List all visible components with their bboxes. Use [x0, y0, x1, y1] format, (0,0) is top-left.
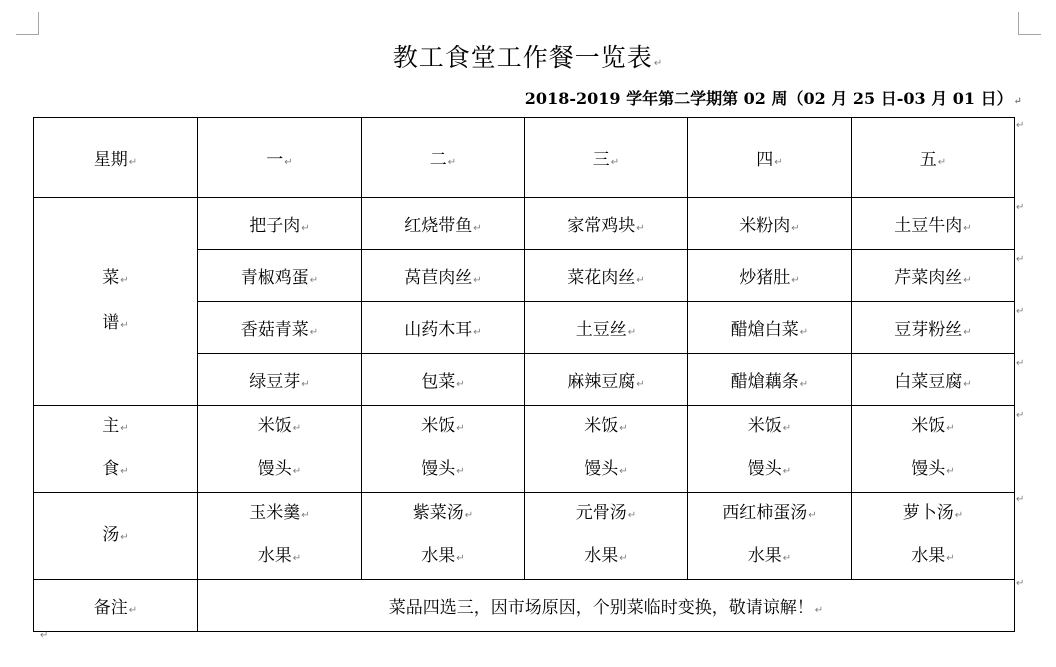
soup-cell [198, 493, 362, 580]
soup-item: 元骨汤 [575, 503, 627, 523]
paragraph-mark-icon: ↵ [292, 423, 302, 434]
remarks-label-cell [34, 580, 198, 632]
row-end-mark-icon: ↵ [1016, 254, 1025, 265]
paragraph-mark-icon: ↵ [309, 275, 319, 286]
paragraph-mark-icon: ↵ [456, 423, 465, 434]
document-title [0, 38, 1056, 74]
soup-item: 水果 [257, 546, 292, 566]
paragraph-mark-icon: ↵ [120, 423, 129, 434]
paragraph-mark-icon: ↵ [799, 379, 809, 390]
paragraph-mark-icon: ↵ [301, 510, 310, 521]
dish-name: 麻辣豆腐 [567, 372, 636, 392]
remarks-row [34, 580, 1015, 632]
menu-table [33, 117, 1015, 632]
dish-cell [362, 302, 525, 354]
dish-name: 青椒鸡蛋 [240, 268, 309, 288]
staple-cell [362, 406, 525, 493]
dish-cell [688, 302, 852, 354]
paragraph-mark-icon: ↵ [653, 58, 664, 69]
paragraph-mark-icon: ↵ [963, 327, 972, 338]
day-label: 二 [429, 150, 447, 170]
dish-cell [852, 250, 1015, 302]
dish-cell [362, 198, 525, 250]
soup-item: 西红柿蛋汤 [722, 503, 808, 523]
dish-name: 绿豆芽 [249, 372, 301, 392]
dish-cell [362, 250, 525, 302]
paragraph-mark-icon: ↵ [473, 275, 482, 286]
day-header-cell [198, 118, 362, 198]
dish-cell [688, 250, 852, 302]
staple-item: 馒头 [911, 459, 946, 479]
staple-cell [688, 406, 852, 493]
document-end-mark-icon: ↵ [40, 630, 49, 641]
soup-item: 紫菜汤 [412, 503, 464, 523]
staple-row [34, 406, 1015, 493]
week-subtitle [525, 86, 1022, 109]
staple-item: 馒头 [257, 459, 292, 479]
dish-name: 米粉肉 [739, 216, 791, 236]
row-end-mark-icon: ↵ [1016, 578, 1025, 589]
dish-cell [198, 250, 362, 302]
soup-item: 水果 [584, 546, 619, 566]
remarks-text-cell [198, 580, 1015, 632]
page-corner-top-left [16, 12, 39, 35]
paragraph-mark-icon: ↵ [619, 423, 628, 434]
paragraph-mark-icon: ↵ [636, 275, 645, 286]
dish-cell [525, 302, 688, 354]
paragraph-mark-icon: ↵ [120, 274, 129, 286]
staple-item: 米饭 [911, 416, 946, 436]
paragraph-mark-icon: ↵ [473, 327, 482, 338]
page-corner-top-right [1018, 12, 1041, 35]
subtitle-text: 2018-2019 学年第二学期第 02 周（02 月 25 日-03 月 01 日） [524, 89, 1013, 108]
staple-label-line: 食 [102, 459, 120, 479]
paragraph-mark-icon: ↵ [610, 157, 620, 168]
dish-name: 炒猪肚 [739, 268, 791, 288]
dish-cell [525, 250, 688, 302]
dish-cell [198, 302, 362, 354]
day-label: 三 [592, 150, 610, 170]
paragraph-mark-icon: ↵ [963, 379, 972, 390]
soup-label: 汤 [102, 524, 120, 545]
dish-cell [852, 354, 1015, 406]
dish-cell [852, 302, 1015, 354]
paragraph-mark-icon: ↵ [782, 553, 792, 564]
paragraph-mark-icon: ↵ [636, 379, 645, 390]
paragraph-mark-icon: ↵ [128, 605, 138, 616]
paragraph-mark-icon: ↵ [456, 466, 465, 477]
paragraph-mark-icon: ↵ [954, 510, 964, 521]
remarks-text: 菜品四选三，因市场原因，个别菜临时变换，敬请谅解！ [388, 598, 814, 618]
dish-name: 醋熗白菜 [730, 320, 799, 340]
paragraph-mark-icon: ↵ [309, 327, 319, 338]
soup-item: 水果 [421, 546, 456, 566]
paragraph-mark-icon: ↵ [963, 223, 972, 234]
weekday-header-cell [34, 118, 198, 198]
dish-name: 土豆牛肉 [894, 216, 963, 236]
paragraph-mark-icon: ↵ [292, 553, 302, 564]
paragraph-mark-icon: ↵ [627, 510, 637, 521]
paragraph-mark-icon: ↵ [774, 157, 783, 168]
soup-cell [688, 493, 852, 580]
weekday-label: 星期 [93, 150, 128, 170]
dish-name: 香菇青菜 [240, 320, 309, 340]
remarks-label: 备注 [93, 598, 128, 618]
day-header-cell [688, 118, 852, 198]
soup-item: 水果 [911, 546, 946, 566]
staple-cell [852, 406, 1015, 493]
dish-cell [852, 198, 1015, 250]
staple-item: 馒头 [584, 459, 619, 479]
soup-item: 萝卜汤 [902, 503, 954, 523]
row-end-mark-icon: ↵ [1016, 358, 1025, 369]
paragraph-mark-icon: ↵ [946, 466, 955, 477]
dish-cell [688, 198, 852, 250]
title-text: 教工食堂工作餐一览表 [392, 43, 653, 72]
dish-name: 醋熗藕条 [730, 372, 799, 392]
paragraph-mark-icon: ↵ [782, 423, 792, 434]
dish-name: 菜花肉丝 [567, 268, 636, 288]
soup-cell [362, 493, 525, 580]
soup-label-cell [34, 493, 198, 580]
dish-name: 把子肉 [249, 216, 301, 236]
dish-name: 豆芽粉丝 [894, 320, 963, 340]
dish-name: 家常鸡块 [567, 216, 636, 236]
paragraph-mark-icon: ↵ [963, 275, 972, 286]
dish-cell [688, 354, 852, 406]
soup-row [34, 493, 1015, 580]
paragraph-mark-icon: ↵ [814, 605, 824, 616]
paragraph-mark-icon: ↵ [937, 157, 947, 168]
paragraph-mark-icon: ↵ [301, 223, 310, 234]
row-end-mark-icon: ↵ [1016, 306, 1025, 317]
dishes-label-line: 谱 [102, 312, 120, 333]
dishes-label-cell [34, 198, 198, 406]
staple-cell [525, 406, 688, 493]
paragraph-mark-icon: ↵ [301, 379, 310, 390]
staple-item: 馒头 [747, 459, 782, 479]
staple-item: 米饭 [584, 416, 619, 436]
soup-cell [525, 493, 688, 580]
paragraph-mark-icon: ↵ [120, 531, 129, 543]
dish-cell [362, 354, 525, 406]
dish-name: 红烧带鱼 [404, 216, 473, 236]
paragraph-mark-icon: ↵ [619, 553, 628, 564]
staple-cell [198, 406, 362, 493]
paragraph-mark-icon: ↵ [456, 379, 465, 390]
paragraph-mark-icon: ↵ [464, 510, 474, 521]
paragraph-mark-icon: ↵ [808, 510, 817, 521]
day-header-cell [362, 118, 525, 198]
soup-item: 玉米羹 [249, 503, 301, 523]
paragraph-mark-icon: ↵ [799, 327, 809, 338]
soup-cell [852, 493, 1015, 580]
paragraph-mark-icon: ↵ [791, 223, 800, 234]
dish-cell [525, 354, 688, 406]
paragraph-mark-icon: ↵ [284, 157, 293, 168]
paragraph-mark-icon: ↵ [946, 423, 955, 434]
day-label: 四 [756, 150, 774, 170]
dish-name: 包菜 [421, 372, 456, 392]
row-end-mark-icon: ↵ [1016, 120, 1025, 131]
row-end-mark-icon: ↵ [1016, 494, 1025, 505]
dish-cell [198, 198, 362, 250]
staple-label-line: 主 [102, 416, 120, 436]
staple-item: 馒头 [421, 459, 456, 479]
paragraph-mark-icon: ↵ [627, 327, 637, 338]
dish-name: 土豆丝 [575, 320, 627, 340]
paragraph-mark-icon: ↵ [791, 275, 800, 286]
day-header-cell [525, 118, 688, 198]
soup-item: 水果 [747, 546, 782, 566]
paragraph-mark-icon: ↵ [619, 466, 628, 477]
staple-label-cell [34, 406, 198, 493]
dish-row [34, 198, 1015, 250]
paragraph-mark-icon: ↵ [447, 157, 457, 168]
paragraph-mark-icon: ↵ [636, 223, 645, 234]
dish-name: 白菜豆腐 [894, 372, 963, 392]
staple-item: 米饭 [257, 416, 292, 436]
dishes-label-line: 菜 [102, 267, 120, 288]
dish-cell [198, 354, 362, 406]
staple-item: 米饭 [421, 416, 456, 436]
paragraph-mark-icon: ↵ [292, 466, 302, 477]
row-end-mark-icon: ↵ [1016, 410, 1025, 421]
dish-name: 莴苣肉丝 [404, 268, 473, 288]
paragraph-mark-icon: ↵ [782, 466, 792, 477]
paragraph-mark-icon: ↵ [120, 466, 129, 477]
day-label: 五 [919, 150, 937, 170]
staple-item: 米饭 [747, 416, 782, 436]
header-row [34, 118, 1015, 198]
paragraph-mark-icon: ↵ [128, 157, 138, 168]
row-end-mark-icon: ↵ [1016, 202, 1025, 213]
paragraph-mark-icon: ↵ [946, 553, 955, 564]
day-label: 一 [266, 150, 284, 170]
day-header-cell [852, 118, 1015, 198]
dish-name: 山药木耳 [404, 320, 473, 340]
paragraph-mark-icon: ↵ [456, 553, 465, 564]
paragraph-mark-icon: ↵ [120, 319, 129, 331]
dish-name: 芹菜肉丝 [894, 268, 963, 288]
dish-cell [525, 198, 688, 250]
paragraph-mark-icon: ↵ [1013, 96, 1022, 107]
paragraph-mark-icon: ↵ [473, 223, 482, 234]
